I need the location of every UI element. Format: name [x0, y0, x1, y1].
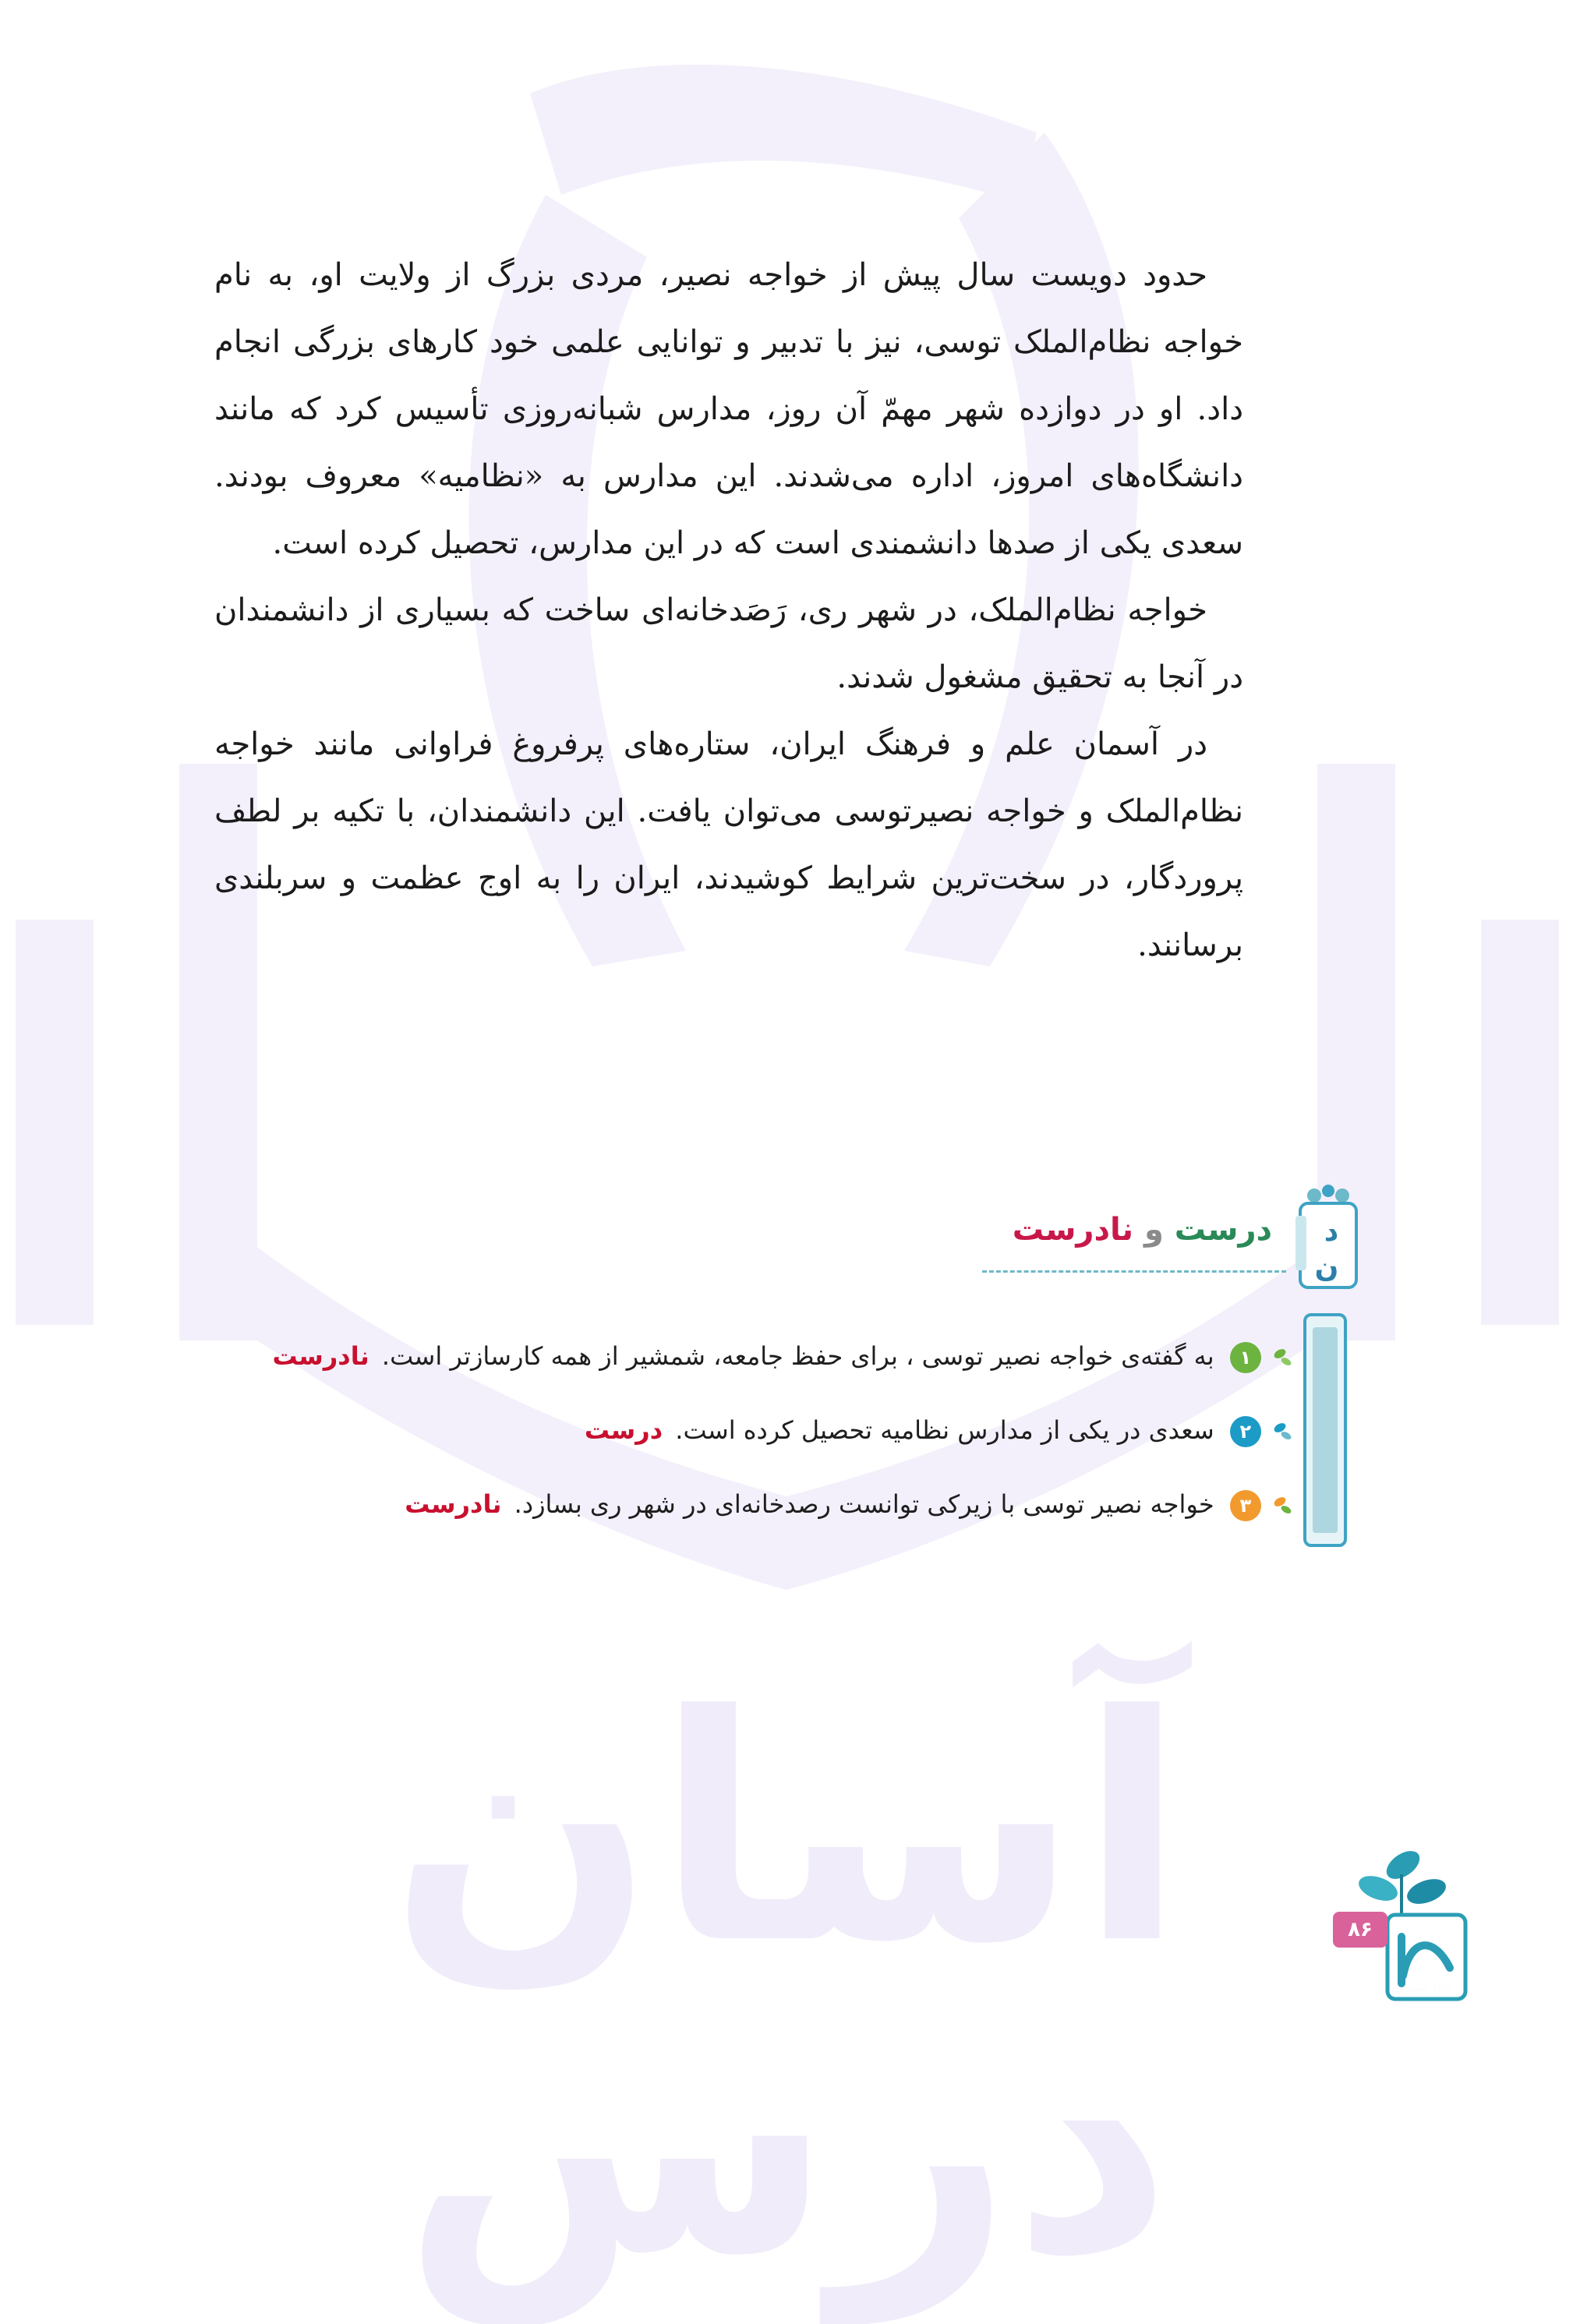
item-number-badge: ۲	[1230, 1416, 1261, 1447]
page-number: ۸۶	[1333, 1912, 1387, 1948]
item-statement: به گفته‌ی خواجه نصیر توسی ، برای حفظ جامعه، شمشیر از همه کارسازتر است.	[381, 1341, 1214, 1371]
title-divider	[982, 1270, 1286, 1273]
item-statement: سعدی در یکی از مدارس نظامیه تحصیل کرده است.	[675, 1415, 1214, 1445]
item-answer: درست	[584, 1415, 663, 1445]
passage-paragraph: خواجه نظام‌الملک، در شهر ری، رَصَدخانه‌ای ساخت که بسیاری از دانشمندان در آنجا به تحقیق مشغول شدند.	[214, 592, 1243, 695]
title-and: و	[1144, 1212, 1164, 1248]
passage-paragraph: در آسمان علم و فرهنگ ایران، ستاره‌های پرفروغ فراوانی مانند خواجه نظام‌الملک و خواجه نصیرتوسی می‌توان یافت. این دانشمندان، با تکیه بر لطف پروردگار، در سخت‌ترین شرایط کوشیدند، ایران را به اوج عظمت و سربلندی برسانند.	[214, 726, 1243, 963]
exercise-item	[273, 1337, 1294, 1376]
reading-passage	[214, 242, 1243, 979]
exercise-item	[405, 1485, 1294, 1524]
item-number-badge: ۱	[1230, 1342, 1261, 1373]
item-answer: نادرست	[272, 1341, 369, 1371]
item-number-badge: ۳	[1230, 1490, 1261, 1521]
true-false-exercise	[133, 1169, 1364, 1582]
title-correct: درست	[1174, 1212, 1272, 1248]
leaf-icon	[1271, 1494, 1294, 1517]
side-bar	[1303, 1313, 1347, 1547]
leaf-icon	[1271, 1420, 1294, 1443]
item-answer: نادرست	[405, 1489, 502, 1519]
section-badge-icon	[1292, 1185, 1364, 1294]
passage-paragraph: حدود دویست سال پیش از خواجه نصیر، مردی بزرگ از ولایت او، به نام خواجه نظام‌الملک توسی، نیز با تدبیر و توانایی علمی خود کارهای بزرگی انجام داد. او در دوازده شهر مهمّ آن روز، مدارس شبانه‌روزی تأسیس کرد که مانند دانشگاه‌های امروز، اداره می‌شدند. این مدارس به «نظامیه» معروف بودند. سعدی یکی از صدها دانشمندی است که در این مدارس، تحصیل کرده است.	[214, 257, 1243, 561]
watermark-text: آسان درس	[388, 1650, 1186, 2324]
badge-letter-bottom: ن	[1314, 1252, 1339, 1284]
item-statement: خواجه نصیر توسی با زیرکی توانست رصدخانه‌ای در شهر ری بسازد.	[514, 1489, 1214, 1519]
page-footer	[1317, 1843, 1473, 2007]
badge-letter-top: د	[1324, 1216, 1339, 1248]
section-title	[1013, 1212, 1272, 1248]
leaf-icon	[1271, 1346, 1294, 1369]
title-incorrect: نادرست	[1012, 1212, 1134, 1248]
book-logo-text: فارسی	[1401, 1979, 1452, 1995]
exercise-item	[585, 1411, 1294, 1450]
